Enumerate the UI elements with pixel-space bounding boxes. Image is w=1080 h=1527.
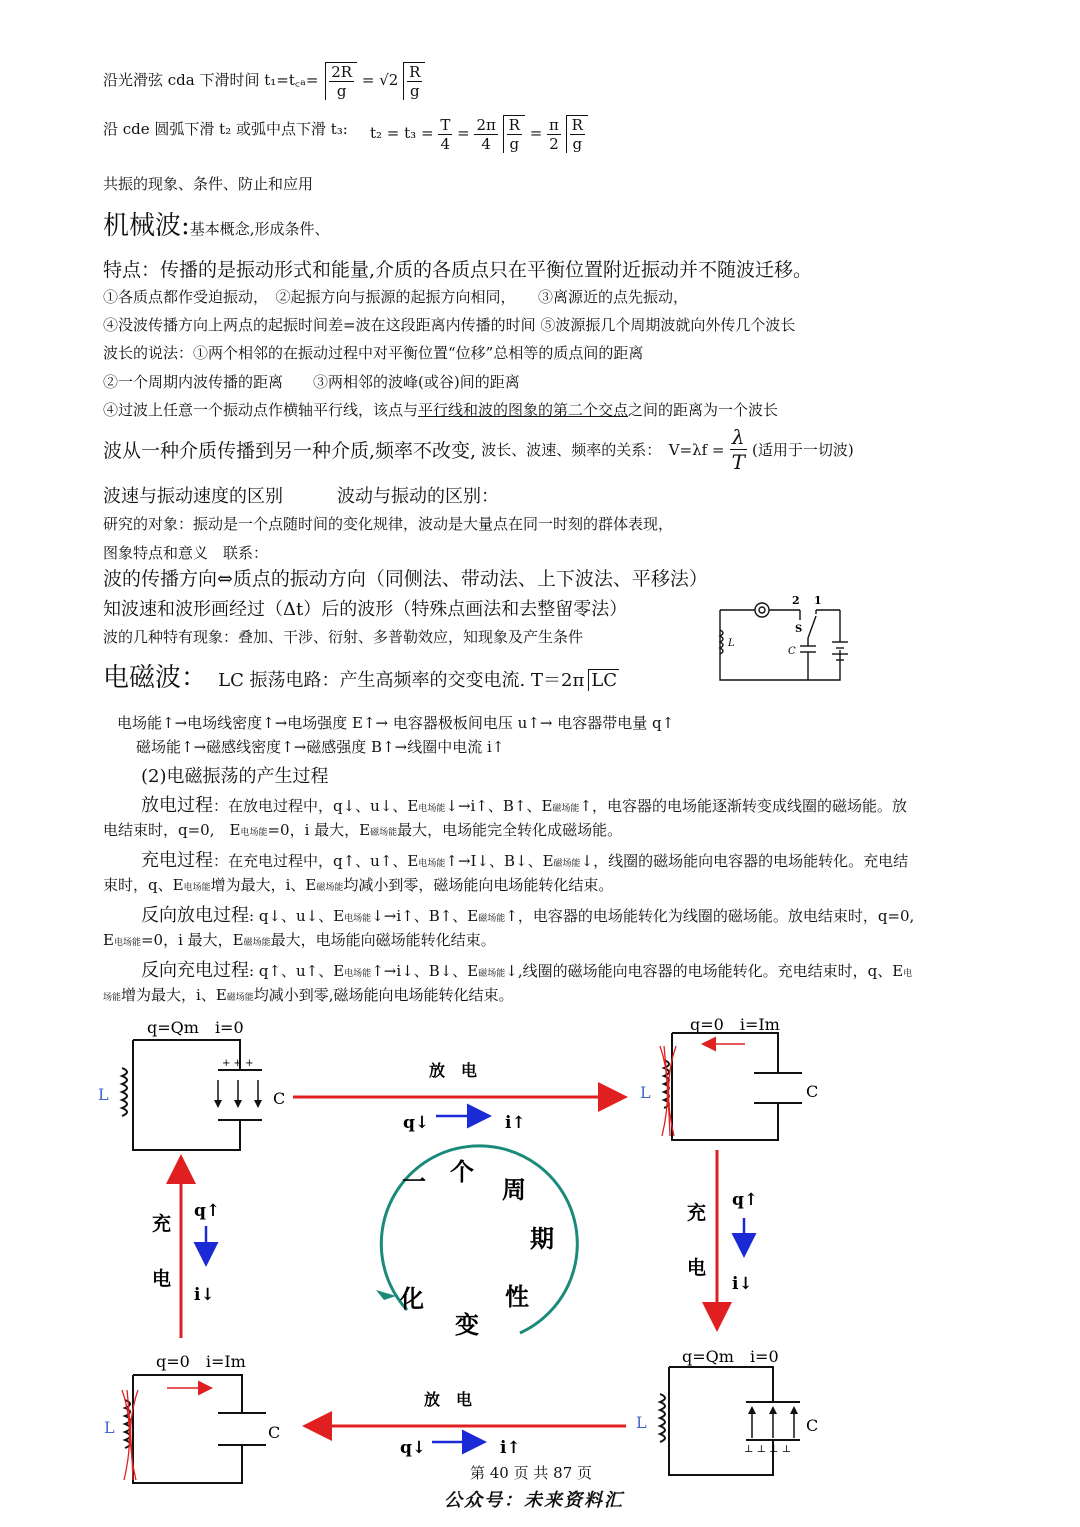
propagation-direction-line: 波的传播方向⇔质点的振动方向（同侧法、带动法、上下波法、平移法） xyxy=(103,568,708,590)
lc-switch-circuit-diagram xyxy=(712,590,862,686)
reverse-charge-line2: 场能增为最大，i、E磁场能均减小到零,磁场能向电场能转化结束。 xyxy=(103,986,514,1004)
svg-text:期: 期 xyxy=(530,1224,554,1253)
left-charge-top: 充 xyxy=(152,1213,172,1235)
circuit-top-left xyxy=(98,1018,285,1150)
oscillation-process-heading: (2)电磁振荡的产生过程 xyxy=(141,766,329,787)
right-charge-bot: 电 xyxy=(687,1257,707,1279)
top-q-down: q↓ xyxy=(403,1113,430,1133)
switch-pos-2: 2 xyxy=(792,594,800,607)
bl-capacitor-label: C xyxy=(268,1423,281,1442)
inductor-label: L xyxy=(728,638,735,649)
reverse-discharge-line1: 反向放电过程: q↓、u↓、E电场能↓→i↑、B↑、E磁场能↑，电容器的电场能转化为线圈的磁场能。放电结束时，q=0, xyxy=(141,905,915,926)
energy-chain-electric: 电场能↑→电场线密度↑→电场强度 E↑→ 电容器极板间电压 u↑→ 电容器带电量 q↑ xyxy=(117,714,675,732)
switch-pos-1: 1 xyxy=(814,594,822,607)
svg-text:性: 性 xyxy=(505,1282,529,1311)
svg-text:个: 个 xyxy=(450,1157,474,1186)
waveform-line: 知波速和波形画经过（Δt）后的波形（特殊点画法和去整留零法） xyxy=(103,599,628,620)
line-arc-time: 沿 cde 圆弧下滑 t₂ 或弧中点下滑 t₃: xyxy=(103,120,348,138)
formula-sqrt-2r-g: $\frac{2R}{g}$ xyxy=(325,62,357,100)
right-i-down: i↓ xyxy=(732,1274,753,1294)
energy-chain-magnetic: 磁场能↑→磁感线密度↑→磁感强度 B↑→线圈中电流 i↑ xyxy=(136,738,505,756)
svg-text:周: 周 xyxy=(502,1175,526,1204)
right-charge-top: 充 xyxy=(687,1202,707,1224)
switch-label: S xyxy=(795,624,803,635)
left-charge-bot: 电 xyxy=(152,1268,172,1290)
bottom-i-up: i↑ xyxy=(500,1438,521,1458)
circuit-bottom-right xyxy=(636,1347,818,1475)
speed-difference-line: 波速与振动速度的区别 波动与振动的区别： xyxy=(103,486,499,507)
formula-t2-t3: t₂ = t₃ = $\frac{T}{4}$ = $\frac{2\pi}{4}$ $\frac{R}{g}$ = $\frac{\pi}{2}$ $\frac{R}{g}$ xyxy=(370,115,588,153)
lc-oscillation-cycle-diagram xyxy=(0,1010,1080,1485)
charge-process-line2: 束时，q、E电场能增为最大，i、E磁场能均减小到零，磁场能向电场能转化结束。 xyxy=(103,876,614,894)
svg-text:化: 化 xyxy=(400,1284,424,1313)
reverse-charge-line1: 反向充电过程: q↑、u↑、E电场能↑→i↓、B↓、E磁场能↓,线圈的磁场能向电容器的电场能转化。充电结束时，q、E电 xyxy=(141,960,913,981)
right-q-up: q↑ xyxy=(732,1190,759,1210)
wave-feature-line: 特点：传播的是振动形式和能量,介质的各质点只在平衡位置附近振动并不随波迁移。 xyxy=(103,259,813,281)
chord-text: 沿光滑弦 cda 下滑时间 t₁=t꜀ₐ= xyxy=(103,71,319,89)
svg-text:一: 一 xyxy=(402,1167,426,1196)
tl-state-label: q=Qm i=0 xyxy=(147,1018,244,1037)
capacitor-label: C xyxy=(788,646,796,657)
bl-state-label: q=0 i=Im xyxy=(156,1352,246,1371)
charge-process-line1: 充电过程：在充电过程中，q↑、u↑、E电场能↑→I↓、B↓、E磁场能↓，线圈的磁场能向电容器的电场能转化。充电结 xyxy=(141,850,909,871)
image-features-line: 图象特点和意义 联系： xyxy=(103,544,269,562)
svg-text:⊥ ⊥ ⊥ ⊥: ⊥ ⊥ ⊥ ⊥ xyxy=(744,1444,792,1455)
svg-text:+ + +: + + + xyxy=(222,1058,254,1069)
reverse-discharge-line2: E电场能=0，i 最大，E磁场能最大，电场能向磁场能转化结束。 xyxy=(103,931,496,949)
tl-inductor-label: L xyxy=(98,1085,109,1104)
left-q-up: q↑ xyxy=(194,1201,221,1221)
circuit-bottom-left xyxy=(104,1352,280,1483)
bottom-discharge-label: 放 电 xyxy=(424,1390,473,1409)
wavelength-def-3: ④过波上任意一个振动点作横轴平行线，该点与平行线和波的图象的第二个交点之间的距离为一个波长 xyxy=(103,401,779,419)
resonance-line: 共振的现象、条件、防止和应用 xyxy=(103,175,314,193)
em-wave-heading: 电磁波： LC 振荡电路：产生高频率的交变电流. T＝2π LC xyxy=(103,663,618,693)
feature-list-1: ①各质点都作受迫振动， ②起振方向与振源的起振方向相同， ③离源近的点先振动， xyxy=(103,288,689,306)
svg-text:变: 变 xyxy=(455,1310,479,1339)
tl-capacitor-label: C xyxy=(273,1089,286,1108)
bottom-q-down: q↓ xyxy=(400,1438,427,1458)
page-number: 第 40 页 共 87 页 xyxy=(470,1464,593,1482)
feature-list-2: ④没波传播方向上两点的起振时间差=波在这段距离内传播的时间 ⑤波源振几个周期波就向外传几个波长 xyxy=(103,316,796,334)
tr-capacitor-label: C xyxy=(806,1082,819,1101)
wave-relation-line: 波从一种介质传播到另一种介质,频率不改变, 波长、波速、频率的关系： V=λf = $\frac{\lambda}{T}$ (适用于一切波) xyxy=(103,425,854,474)
left-i-down: i↓ xyxy=(194,1285,215,1305)
brand-footer: 公众号：未来资料汇 xyxy=(444,1490,624,1511)
br-capacitor-label: C xyxy=(806,1416,819,1435)
wavelength-def-2: ②一个周期内波传播的距离 ③两相邻的波峰(或谷)间的距离 xyxy=(103,373,520,391)
discharge-process-line1: 放电过程：在放电过程中，q↓、u↓、E电场能↓→i↑、B↑、E磁场能↑，电容器的电场能逐渐转变成线圈的磁场能。放 xyxy=(141,795,908,816)
br-inductor-label: L xyxy=(636,1413,647,1432)
wave-phenomena-line: 波的几种特有现象：叠加、干涉、衍射、多普勒效应，知现象及产生条件 xyxy=(103,628,584,646)
circuit-top-right xyxy=(640,1015,818,1140)
top-discharge-label: 放 电 xyxy=(429,1061,478,1080)
line-chord-time: 沿光滑弦 cda 下滑时间 t₁=t꜀ₐ= $\frac{2R}{g}$ = √2 $\frac{R}{g}$ xyxy=(103,62,425,100)
mechanical-wave-heading: 机械波:基本概念,形成条件、 xyxy=(103,211,330,241)
cycle-text xyxy=(399,1157,554,1339)
br-state-label: q=Qm i=0 xyxy=(682,1347,779,1366)
wavelength-def-1: 波长的说法：①两个相邻的在振动过程中对平衡位置“位移”总相等的质点间的距离 xyxy=(103,344,644,362)
tr-state-label: q=0 i=Im xyxy=(690,1015,780,1034)
discharge-process-line2: 电结束时，q=0, E电场能=0，i 最大，E磁场能最大，电场能完全转化成磁场能。 xyxy=(103,821,623,839)
top-i-up: i↑ xyxy=(505,1113,526,1133)
bl-inductor-label: L xyxy=(104,1418,115,1437)
tr-inductor-label: L xyxy=(640,1083,651,1102)
research-object-line: 研究的对象：振动是一个点随时间的变化规律，波动是大量点在同一时刻的群体表现， xyxy=(103,515,674,533)
ammeter-icon xyxy=(755,603,769,617)
